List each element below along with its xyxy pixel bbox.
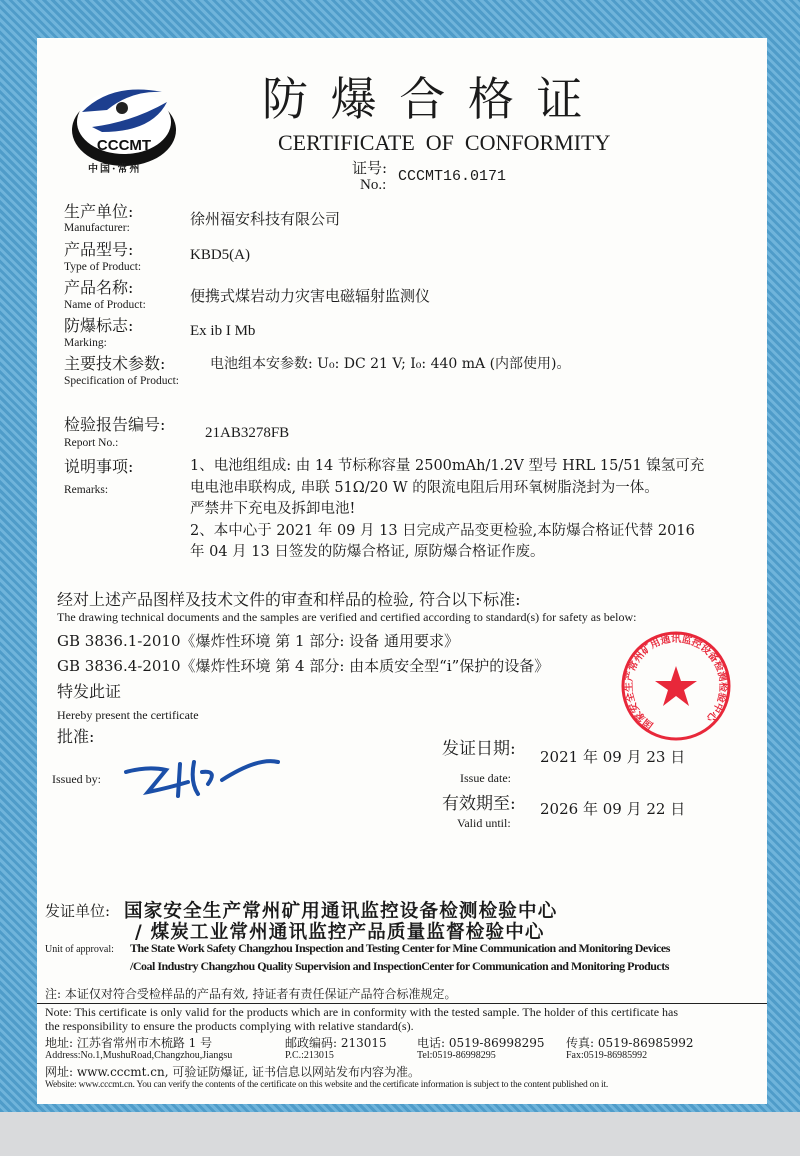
cert-no-label-en: No.: — [360, 177, 387, 193]
fax-zh: 传真: 0519-86985992 — [566, 1036, 694, 1050]
postcode-zh: 邮政编码: 213015 — [285, 1036, 387, 1050]
tel-zh: 电话: 0519-86998295 — [417, 1036, 545, 1050]
standard-item: GB 3836.1-2010《爆炸性环境 第 1 部分: 设备 通用要求》 — [57, 632, 459, 650]
official-stamp — [620, 630, 732, 742]
remarks-line: 严禁井下充电及拆卸电池! — [190, 501, 356, 517]
website-zh: 网址: www.cccmt.cn, 可验证防爆证, 证书信息以网站发布内容为准。 — [45, 1065, 420, 1079]
spec-value: 电池组本安参数: U₀: DC 21 V; I₀: 440 mA (内部使用)。 — [210, 356, 571, 372]
valid-until-label-en: Valid until: — [457, 816, 511, 830]
valid-until-label-zh: 有效期至: — [442, 794, 516, 814]
unit-line1-zh: 国家安全生产常州矿用通讯监控设备检测检验中心 — [124, 901, 558, 922]
issued-by-label: Issued by: — [52, 772, 101, 786]
marking-label-zh: 防爆标志: — [64, 316, 134, 335]
name-value: 便携式煤岩动力灾害电磁辐射监测仪 — [190, 287, 431, 305]
hereby-zh: 特发此证 — [57, 682, 122, 701]
remarks-text — [190, 456, 704, 564]
issue-date-label-zh: 发证日期: — [442, 739, 516, 759]
stamp-text: 国家安全生产常州矿用通讯监控设备检测检验中心 — [623, 633, 729, 731]
manufacturer-value: 徐州福安科技有限公司 — [190, 210, 341, 228]
logo-subtitle: 中国·常州 — [88, 164, 142, 175]
unit-line2-zh: / 煤炭工业常州通讯监控产品质量监督检验中心 — [135, 922, 545, 943]
remarks-line: 电电池串联构成, 串联 51Ω/20 W 的限流电阻后用环氧树脂浇封为一体。 — [190, 479, 659, 496]
type-label-en: Type of Product: — [64, 261, 142, 273]
address-en: Address:No.1,MushuRoad,Changzhou,Jiangsu — [45, 1050, 233, 1061]
star-icon — [655, 666, 697, 706]
note-en-line1: Note: This certificate is only valid for the products which are in conformity with the tested sample. The holder of this certificate has — [45, 1005, 679, 1019]
cert-no-label-zh: 证号: — [352, 159, 388, 177]
remarks-label-en: Remarks: — [64, 484, 109, 496]
unit-label-zh: 发证单位: — [45, 902, 111, 920]
note-en-line2: the responsibility to ensure the products complying with relative standard(s). — [45, 1019, 414, 1033]
fax-en: Fax:0519-86985992 — [566, 1050, 648, 1061]
hereby-en: Hereby present the certificate — [57, 708, 199, 722]
unit-line1-en: The State Work Safety Changzhou Inspection and Testing Center for Mine Communication and Monitoring Devices — [130, 941, 670, 955]
report-label-en: Report No.: — [64, 437, 119, 449]
issue-date-label-en: Issue date: — [460, 771, 511, 785]
manufacturer-label-en: Manufacturer: — [64, 222, 130, 234]
postcode-en: P.C.:213015 — [285, 1050, 334, 1061]
remarks-label-zh: 说明事项: — [64, 457, 134, 476]
address-zh: 地址: 江苏省常州市木梳路 1 号 — [45, 1036, 213, 1050]
standard-item: GB 3836.4-2010《爆炸性环境 第 4 部分: 由本质安全型“i”保护的设备》 — [57, 657, 550, 675]
report-number: 21AB3278FB — [205, 425, 290, 441]
remarks-line: 2、本中心于 2021 年 09 月 13 日完成产品变更检验,本防爆合格证代替 2016 — [190, 522, 695, 539]
note-divider — [37, 1003, 767, 1004]
cert-number: CCCMT16.0171 — [398, 168, 507, 185]
standards-intro-zh: 经对上述产品图样及技术文件的审查和样品的检验, 符合以下标准: — [57, 590, 521, 609]
marking-label-en: Marking: — [64, 337, 107, 349]
name-label-zh: 产品名称: — [64, 278, 134, 297]
remarks-line: 年 04 月 13 日签发的防爆合格证, 原防爆合格证作废。 — [190, 544, 545, 560]
report-label-zh: 检验报告编号: — [64, 415, 166, 434]
issue-date-value: 2021 年 09 月 23 日 — [540, 748, 686, 766]
title-zh: 防 爆 合 格 证 — [262, 72, 587, 126]
manufacturer-label-zh: 生产单位: — [64, 202, 134, 221]
unit-label-en: Unit of approval: — [45, 944, 114, 955]
marking-value: Ex ib I Mb — [190, 323, 256, 339]
name-label-en: Name of Product: — [64, 299, 146, 311]
spec-label-en: Specification of Product: — [64, 375, 179, 387]
title-en: CERTIFICATE OF CONFORMITY — [278, 130, 611, 155]
signature-icon — [118, 752, 283, 802]
spec-label-zh: 主要技术参数: — [64, 354, 166, 373]
logo-text: CCCMT — [96, 137, 152, 154]
type-value: KBD5(A) — [190, 247, 250, 263]
tel-en: Tel:0519-86998295 — [417, 1050, 496, 1061]
type-label-zh: 产品型号: — [64, 240, 134, 259]
standards-intro-en: The drawing technical documents and the samples are verified and certified according to standard(s) for safety as below: — [57, 610, 637, 624]
approval-label: 批准: — [57, 727, 95, 746]
unit-line2-en: /Coal Industry Changzhou Quality Supervision and InspectionCenter for Communication and Monitoring Products — [130, 959, 669, 973]
remarks-line: 1、电池组组成: 由 14 节标称容量 2500mAh/1.2V 型号 HRL 15/51 镍氢可充 — [190, 458, 705, 474]
note-zh: 注: 本证仅对符合受检样品的产品有效, 持证者有责任保证产品符合标准规定。 — [45, 987, 457, 1001]
website-en: Website: www.cccmt.cn. You can verify the contents of the certificate on this website and the certificate information is subject to the content published on it. — [45, 1080, 609, 1090]
valid-until-value: 2026 年 09 月 22 日 — [540, 800, 686, 818]
